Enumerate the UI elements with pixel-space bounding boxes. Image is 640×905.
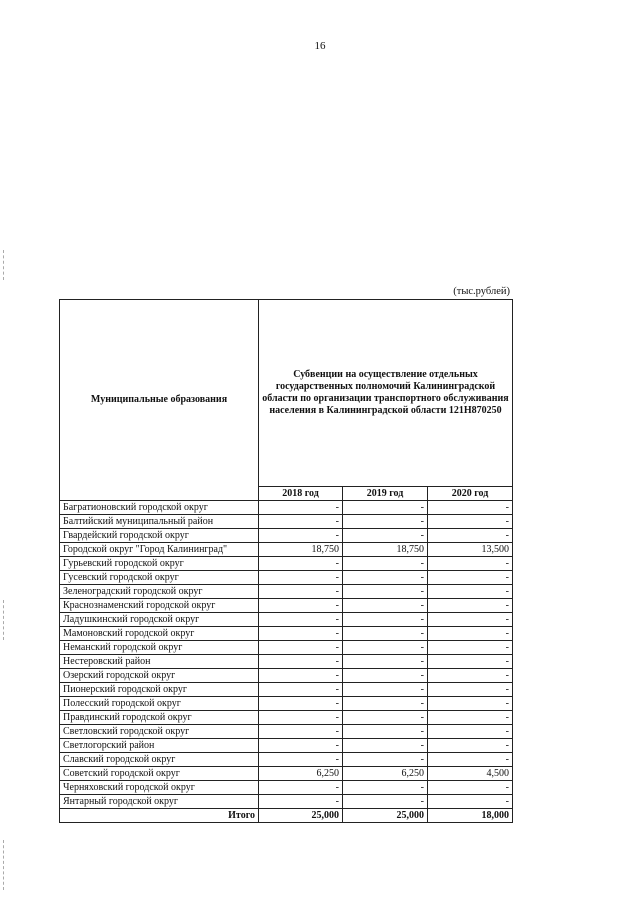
municipality-name: Багратионовский городской округ [60, 501, 259, 515]
value-2019: - [343, 781, 428, 795]
value-2020: - [428, 501, 513, 515]
municipality-name: Краснознаменский городской округ [60, 599, 259, 613]
value-2020: - [428, 711, 513, 725]
value-2020: - [428, 725, 513, 739]
value-2018: - [259, 697, 343, 711]
value-2020: - [428, 585, 513, 599]
table-row [60, 683, 513, 697]
value-2018: - [259, 641, 343, 655]
value-2019: - [343, 641, 428, 655]
value-2019: - [343, 599, 428, 613]
value-2018: 6,250 [259, 767, 343, 781]
value-2020: - [428, 571, 513, 585]
value-2020: - [428, 627, 513, 641]
value-2020: - [428, 753, 513, 767]
table-row [60, 585, 513, 599]
value-2018: - [259, 529, 343, 543]
value-2019: - [343, 669, 428, 683]
table-row [60, 781, 513, 795]
value-2018: - [259, 585, 343, 599]
municipality-name: Полесский городской округ [60, 697, 259, 711]
value-2019: - [343, 655, 428, 669]
total-2020: 18,000 [428, 809, 513, 823]
table-body [60, 501, 513, 809]
value-2020: 13,500 [428, 543, 513, 557]
table-row [60, 543, 513, 557]
units-label: (тыс.рублей) [453, 286, 510, 297]
table-row [60, 515, 513, 529]
municipality-name: Ладушкинский городской округ [60, 613, 259, 627]
value-2020: - [428, 641, 513, 655]
value-2020: - [428, 557, 513, 571]
value-2019: - [343, 529, 428, 543]
value-2019: - [343, 795, 428, 809]
municipality-name: Славский городской округ [60, 753, 259, 767]
page-number: 16 [314, 40, 326, 52]
table-row [60, 557, 513, 571]
value-2020: 4,500 [428, 767, 513, 781]
value-2020: - [428, 683, 513, 697]
total-row [60, 809, 513, 823]
value-2019: - [343, 585, 428, 599]
municipality-name: Советский городской округ [60, 767, 259, 781]
value-2019: - [343, 753, 428, 767]
table-row [60, 753, 513, 767]
table-row [60, 669, 513, 683]
header-year-2019: 2019 год [343, 487, 428, 501]
municipality-name: Гурьевский городской округ [60, 557, 259, 571]
value-2019: - [343, 627, 428, 641]
value-2019: - [343, 557, 428, 571]
value-2018: - [259, 669, 343, 683]
value-2019: - [343, 613, 428, 627]
value-2019: 18,750 [343, 543, 428, 557]
value-2020: - [428, 795, 513, 809]
value-2019: - [343, 739, 428, 753]
value-2020: - [428, 599, 513, 613]
value-2018: - [259, 711, 343, 725]
value-2020: - [428, 613, 513, 627]
value-2020: - [428, 515, 513, 529]
left-margin-mark [3, 840, 5, 890]
value-2018: 18,750 [259, 543, 343, 557]
total-label: Итого [60, 809, 259, 823]
table-row [60, 613, 513, 627]
header-municipality: Муниципальные образования [60, 300, 259, 501]
municipality-name: Светловский городской округ [60, 725, 259, 739]
value-2018: - [259, 725, 343, 739]
header-year-2020: 2020 год [428, 487, 513, 501]
subvention-table [59, 299, 513, 823]
total-2019: 25,000 [343, 809, 428, 823]
value-2018: - [259, 739, 343, 753]
value-2019: - [343, 711, 428, 725]
header-subvention: Субвенции на осуществление отдельных государственных полномочий Калининградской области по организации транспортного обслуживания населения в Калининградской области 121Н870250 [259, 300, 513, 487]
value-2019: - [343, 683, 428, 697]
value-2018: - [259, 781, 343, 795]
value-2020: - [428, 655, 513, 669]
value-2018: - [259, 655, 343, 669]
municipality-name: Гвардейский городской округ [60, 529, 259, 543]
value-2020: - [428, 739, 513, 753]
municipality-name: Янтарный городской округ [60, 795, 259, 809]
table-row [60, 641, 513, 655]
value-2018: - [259, 613, 343, 627]
table-row [60, 599, 513, 613]
value-2018: - [259, 515, 343, 529]
table-row [60, 711, 513, 725]
municipality-name: Неманский городской округ [60, 641, 259, 655]
value-2018: - [259, 571, 343, 585]
municipality-name: Балтийский муниципальный район [60, 515, 259, 529]
value-2019: - [343, 571, 428, 585]
value-2018: - [259, 557, 343, 571]
municipality-name: Зеленоградский городской округ [60, 585, 259, 599]
table-row [60, 767, 513, 781]
value-2018: - [259, 753, 343, 767]
table-row [60, 795, 513, 809]
municipality-name: Нестеровский район [60, 655, 259, 669]
municipality-name: Черняховский городской округ [60, 781, 259, 795]
table-row [60, 697, 513, 711]
table-row [60, 725, 513, 739]
table-row [60, 571, 513, 585]
municipality-name: Светлогорский район [60, 739, 259, 753]
value-2020: - [428, 669, 513, 683]
table-row [60, 627, 513, 641]
municipality-name: Озерский городской округ [60, 669, 259, 683]
municipality-name: Пионерский городской округ [60, 683, 259, 697]
municipality-name: Правдинский городской округ [60, 711, 259, 725]
value-2019: - [343, 725, 428, 739]
table-row [60, 739, 513, 753]
value-2018: - [259, 599, 343, 613]
value-2019: - [343, 697, 428, 711]
municipality-name: Городской округ "Город Калининград" [60, 543, 259, 557]
value-2018: - [259, 795, 343, 809]
value-2020: - [428, 697, 513, 711]
municipality-name: Мамоновский городской округ [60, 627, 259, 641]
value-2019: 6,250 [343, 767, 428, 781]
table-row [60, 529, 513, 543]
table-row [60, 655, 513, 669]
left-margin-mark [3, 600, 5, 640]
value-2020: - [428, 529, 513, 543]
value-2019: - [343, 515, 428, 529]
value-2018: - [259, 627, 343, 641]
header-year-2018: 2018 год [259, 487, 343, 501]
value-2020: - [428, 781, 513, 795]
left-margin-mark [3, 250, 5, 280]
value-2019: - [343, 501, 428, 515]
value-2018: - [259, 683, 343, 697]
municipality-name: Гусевский городской округ [60, 571, 259, 585]
total-2018: 25,000 [259, 809, 343, 823]
table-row [60, 501, 513, 515]
value-2018: - [259, 501, 343, 515]
